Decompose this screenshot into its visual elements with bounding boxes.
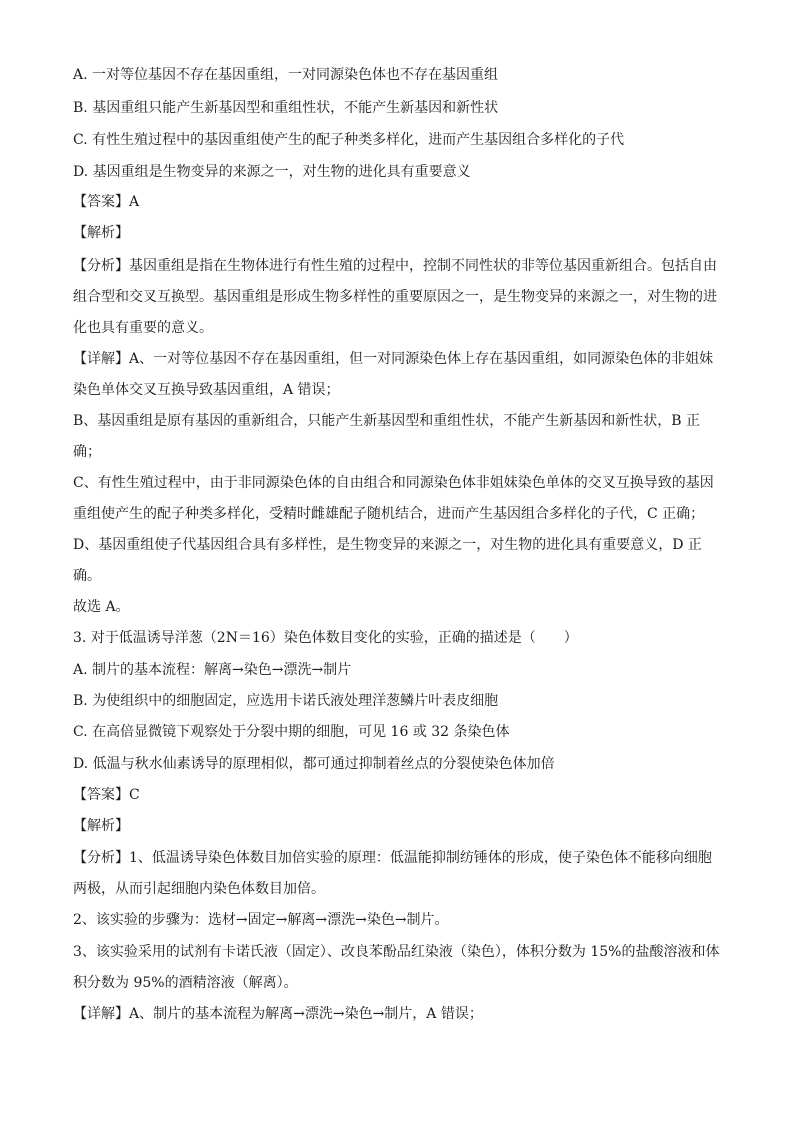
analysis-text: 【分析】基因重组是指在生物体进行有性生殖的过程中，控制不同性状的非等位基因重新组合。包括自由: [73, 258, 717, 274]
q3-answer-label: 【答案】C: [73, 787, 140, 803]
analysis-text: 化也具有重要的意义。: [73, 320, 213, 336]
option-c: C. 有性生殖过程中的基因重组使产生的配子种类多样化，进而产生基因组合多样化的子代: [73, 132, 625, 148]
option-d: D. 基因重组是生物变异的来源之一，对生物的进化具有重要意义: [73, 164, 471, 180]
detail-text: C、有性生殖过程中，由于非同源染色体的自由组合和同源染色体非姐妹染色单体的交叉互换导致的基因: [73, 475, 714, 491]
q3-analysis-text: 【分析】1、低温诱导染色体数目加倍实验的原理：低温能抑制纺锤体的形成，使子染色体不能移向细胞: [73, 850, 712, 866]
q3-analysis-text: 积分数为 95%的酒精溶液（解离）。: [73, 975, 298, 991]
q3-option-d: D. 低温与秋水仙素诱导的原理相似，都可通过抑制着丝点的分裂使染色体加倍: [73, 756, 555, 772]
option-a: A. 一对等位基因不存在基因重组，一对同源染色体也不存在基因重组: [73, 67, 499, 83]
answer-label: 【答案】A: [73, 194, 140, 210]
analysis-text: 组合型和交叉互换型。基因重组是形成生物多样性的重要原因之一，是生物变异的来源之一，对生物的进: [73, 289, 717, 305]
q3-option-b: B. 为使组织中的细胞固定，应选用卡诺氏液处理洋葱鳞片叶表皮细胞: [73, 693, 499, 709]
detail-text: D、基因重组使子代基因组合具有多样性，是生物变异的来源之一，对生物的进化具有重要意义，D 正: [73, 537, 702, 553]
explanation-label: 【解析】: [73, 225, 129, 241]
option-b: B. 基因重组只能产生新基因型和重组性状，不能产生新基因和新性状: [73, 100, 499, 116]
q3-analysis-text: 两极，从而引起细胞内染色体数目加倍。: [73, 881, 325, 897]
detail-text: 确。: [73, 568, 101, 584]
detail-text: B、基因重组是原有基因的重新组合，只能产生新基因型和重组性状，不能产生新基因和新性状，B 正: [73, 413, 701, 429]
q3-explanation-label: 【解析】: [73, 818, 129, 834]
detail-text: 染色单体交叉互换导致基因重组，A 错误；: [73, 382, 340, 398]
question-3-stem: 3. 对于低温诱导洋葱（2N＝16）染色体数目变化的实验，正确的描述是（ ）: [73, 630, 578, 646]
conclusion-text: 故选 A。: [73, 599, 130, 615]
detail-text: 【详解】A、一对等位基因不存在基因重组，但一对同源染色体上存在基因重组，如同源染色体的非姐妹: [73, 351, 714, 367]
q3-option-c: C. 在高倍显微镜下观察处于分裂中期的细胞，可见 16 或 32 条染色体: [73, 724, 510, 740]
q3-analysis-text: 2、该实验的步骤为：选材→固定→解离→漂洗→染色→制片。: [73, 912, 449, 928]
q3-option-a: A. 制片的基本流程：解离→染色→漂洗→制片: [73, 662, 352, 678]
detail-text: 重组使产生的配子种类多样化，受精时雌雄配子随机结合，进而产生基因组合多样化的子代，C 正确；: [73, 506, 705, 522]
q3-analysis-text: 3、该实验采用的试剂有卡诺氏液（固定）、改良苯酚品红染液（染色），体积分数为 15%的盐酸溶液和体: [73, 944, 720, 960]
q3-detail-text: 【详解】A、制片的基本流程为解离→漂洗→染色→制片，A 错误；: [73, 1006, 483, 1022]
detail-text: 确；: [73, 444, 101, 460]
